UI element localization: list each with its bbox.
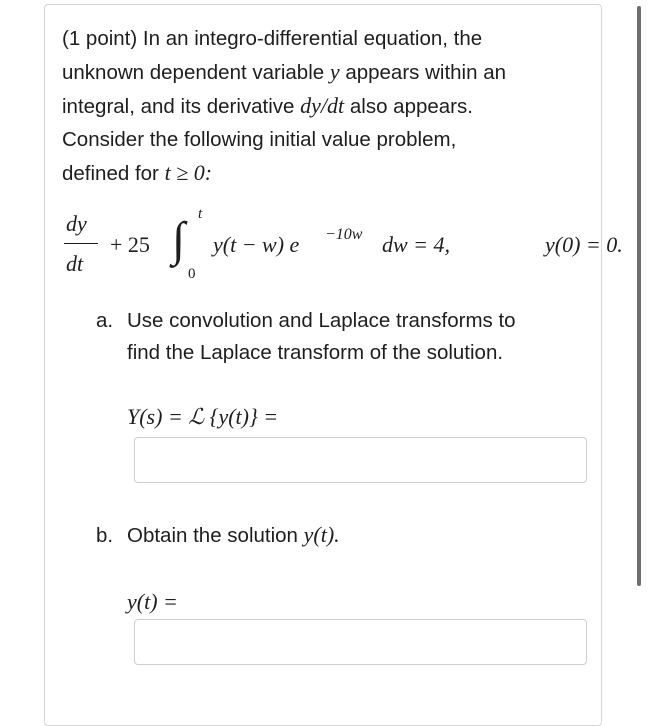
eq-numerator: dy [66, 211, 87, 236]
part-b-formula: y(t) = [127, 589, 178, 614]
scrollbar[interactable] [637, 6, 641, 586]
integral-sign: ∫ [172, 213, 186, 266]
eq-denominator: dt [66, 251, 84, 276]
part-b: b. Obtain the solution y(t). [96, 519, 576, 552]
integral-lower-limit: 0 [188, 266, 196, 282]
integrand: y(t − w) e [213, 232, 300, 257]
part-a: a. Use convolution and Laplace transforms to find the Laplace transform of the solution. [96, 305, 576, 369]
initial-condition: y(0) = 0. [545, 232, 623, 257]
domain-condition: t ≥ 0: [164, 160, 213, 185]
part-b-target: y(t). [303, 522, 340, 547]
part-b-label: b. [96, 524, 114, 547]
integral-upper-limit: t [198, 206, 203, 222]
derivative-symbol: dy/dt [300, 93, 345, 118]
answer-input-laplace[interactable] [134, 437, 587, 483]
points-label: (1 point) [62, 27, 138, 50]
eq-rhs: dw = 4, [382, 232, 451, 257]
answer-input-solution[interactable] [134, 619, 587, 665]
variable-y: y [329, 59, 340, 84]
question-text: (1 point) In an integro-differential equation, the unknown dependent variable y appears within an integral, and its derivative dy/dt also appears. Consider the following initial value problem, defined for t ≥ 0: [62, 27, 507, 185]
part-a-formula: Y(s) = ℒ {y(t)} = [127, 404, 279, 429]
eq-coefficient: + 25 [110, 232, 150, 257]
fraction-bar [64, 243, 98, 244]
exponent: −10w [325, 226, 363, 243]
part-a-label: a. [96, 309, 114, 332]
